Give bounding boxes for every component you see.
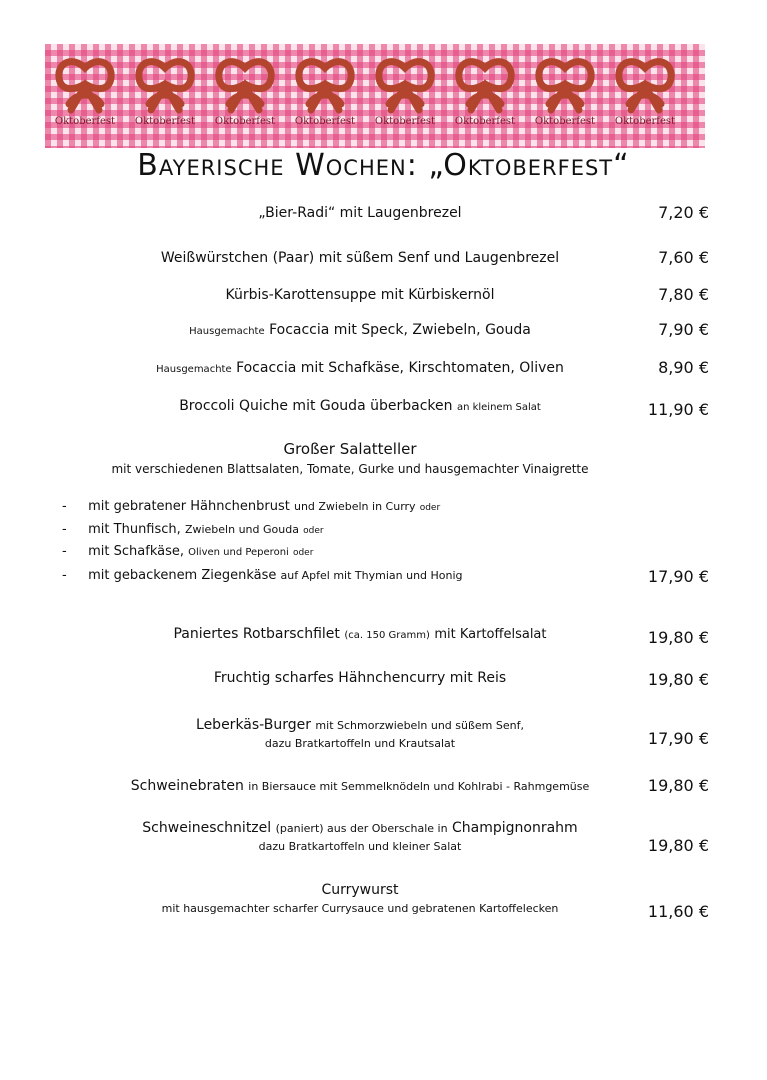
menu-item-note: in Biersauce mit Semmelknödeln und Kohlrabi - Rahmgemüse <box>248 780 590 793</box>
menu-item-price: 7,20 € <box>658 203 709 222</box>
dash-icon: - <box>62 522 67 537</box>
menu-item-prefix: Hausgemachte <box>156 364 232 375</box>
banner-tile <box>605 44 685 148</box>
menu-item-name: Fruchtig scharfes Hähnchencurry mit Reis <box>213 670 507 686</box>
dash-icon: - <box>62 544 67 559</box>
menu-title: Bayerische Wochen: „Oktoberfest“ <box>137 148 630 183</box>
menu-item-name <box>40 717 680 750</box>
menu-item-line2: mit hausgemachter scharfer Currysauce und gebratenen Kartoffelecken <box>161 902 559 915</box>
banner-tile <box>205 44 285 148</box>
menu-item-suffix: an kleinem Salat <box>456 402 541 413</box>
menu-item-main: Broccoli Quiche mit Gouda überbacken <box>179 398 453 414</box>
banner-tile <box>285 44 365 148</box>
banner-tile <box>445 44 525 148</box>
option-tail: oder <box>292 548 314 558</box>
banner-tile-label: Oktoberfest <box>294 116 356 127</box>
option-main: mit gebackenem Ziegenkäse <box>88 568 277 583</box>
menu-item-price: 7,60 € <box>658 248 709 267</box>
menu-item-price: 7,90 € <box>658 320 709 339</box>
pretzel-icon <box>291 54 359 118</box>
salad-option <box>62 522 622 537</box>
menu-item-prefix: Hausgemachte <box>189 326 265 337</box>
option-rest: und Zwiebeln in Curry <box>293 500 416 513</box>
menu-item-line2: dazu Bratkartoffeln und kleiner Salat <box>258 840 462 853</box>
menu-item-main: Leberkäs-Burger <box>196 717 311 733</box>
banner-tile-label: Oktoberfest <box>534 116 596 127</box>
menu-item-price: 19,80 € <box>647 670 709 689</box>
menu-item-price: 19,80 € <box>647 776 709 795</box>
menu-item-name: Kürbis-Karottensuppe mit Kürbiskernöl <box>225 287 495 303</box>
pretzel-icon <box>611 54 679 118</box>
pretzel-icon <box>371 54 439 118</box>
banner-tile <box>45 44 125 148</box>
menu-item-note: (ca. 150 Gramm) <box>344 630 430 641</box>
pretzel-icon <box>531 54 599 118</box>
menu-item-price: 19,80 € <box>647 836 709 855</box>
pretzel-icon <box>211 54 279 118</box>
dash-icon: - <box>62 499 67 514</box>
menu-item-name <box>40 820 680 853</box>
menu-item-name <box>40 322 680 338</box>
menu-item-price: 19,80 € <box>647 628 709 647</box>
menu-item-rest: Champignonrahm <box>452 820 578 836</box>
salad-title: Großer Salatteller <box>283 440 417 458</box>
banner-tile-label: Oktoberfest <box>134 116 196 127</box>
option-main: mit Schafkäse, <box>88 544 184 559</box>
banner-tile <box>125 44 205 148</box>
option-main: mit Thunfisch, <box>88 522 181 537</box>
menu-item-main: Paniertes Rotbarschfilet <box>173 626 340 642</box>
menu-item-price: 8,90 € <box>658 358 709 377</box>
menu-item-price: 11,90 € <box>647 400 709 419</box>
menu-item-name <box>40 626 680 642</box>
oktoberfest-banner <box>45 44 705 148</box>
option-tail: oder <box>303 526 324 536</box>
pretzel-icon <box>51 54 119 118</box>
menu-item-price: 7,80 € <box>658 285 709 304</box>
pretzel-icon <box>451 54 519 118</box>
menu-item-name <box>40 360 680 376</box>
option-tail: oder <box>419 503 441 513</box>
menu-item-name <box>40 398 680 414</box>
menu-item-main: Schweinebraten <box>130 778 244 794</box>
menu-item-rest: mit Kartoffelsalat <box>434 627 547 642</box>
menu-item-name: „Bier-Radi“ mit Laugenbrezel <box>258 205 462 221</box>
banner-tile-label: Oktoberfest <box>374 116 436 127</box>
salad-option <box>62 499 622 514</box>
salad-option <box>62 568 622 583</box>
option-rest: Zwiebeln und Gouda <box>184 523 299 536</box>
banner-tile <box>525 44 605 148</box>
banner-tile-label: Oktoberfest <box>54 116 116 127</box>
banner-tile-label: Oktoberfest <box>454 116 516 127</box>
menu-item-name <box>40 882 680 915</box>
salad-price: 17,90 € <box>647 567 709 586</box>
menu-item-main: Schweineschnitzel <box>142 820 272 836</box>
banner-tile <box>365 44 445 148</box>
menu-item-main: Focaccia mit Schafkäse, Kirschtomaten, Oliven <box>236 360 564 376</box>
menu-item-name: Weißwürstchen (Paar) mit süßem Senf und Laugenbrezel <box>160 250 560 266</box>
pretzel-icon <box>131 54 199 118</box>
banner-tile-label: Oktoberfest <box>614 116 676 127</box>
menu-item-main: Focaccia mit Speck, Zwiebeln, Gouda <box>269 322 531 338</box>
menu-item-price: 17,90 € <box>647 729 709 748</box>
option-rest: Oliven und Peperoni <box>188 547 289 558</box>
menu-item-name <box>40 778 680 794</box>
option-main: mit gebratener Hähnchenbrust <box>88 499 290 514</box>
banner-tile-label: Oktoberfest <box>214 116 276 127</box>
menu-item-note: mit Schmorzwiebeln und süßem Senf, <box>315 719 524 732</box>
menu-item-price: 11,60 € <box>647 902 709 921</box>
salad-option <box>62 544 622 559</box>
menu-item-line2: dazu Bratkartoffeln und Krautsalat <box>264 737 456 750</box>
option-rest: auf Apfel mit Thymian und Honig <box>280 569 463 582</box>
menu-item-main: Currywurst <box>321 882 399 898</box>
menu-item-note: (paniert) aus der Oberschale in <box>275 822 448 835</box>
salad-subtitle: mit verschiedenen Blattsalaten, Tomate, Gurke und hausgemachter Vinaigrette <box>111 462 589 476</box>
dash-icon: - <box>62 568 67 583</box>
